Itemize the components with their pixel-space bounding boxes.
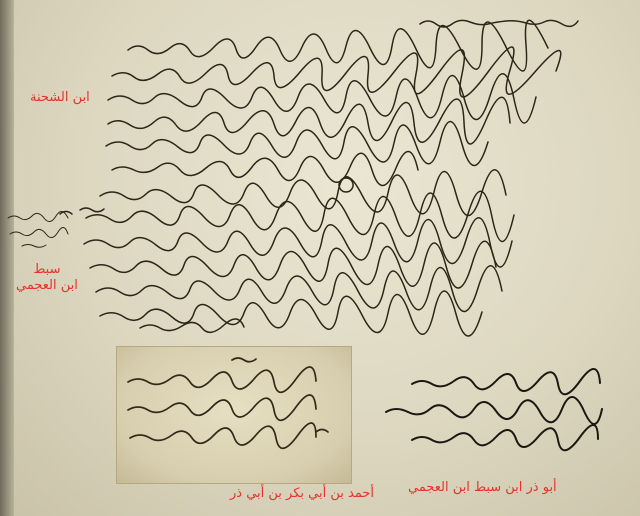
inset-handwriting — [116, 346, 352, 484]
label-ibn-shihna: ابن الشحنة — [30, 90, 90, 105]
signature-abu-dharr — [372, 368, 628, 468]
label-sibt-top: سبط — [33, 262, 61, 277]
signature-handwriting — [372, 368, 628, 468]
label-sibt-bottom: ابن العجمي — [16, 278, 78, 294]
label-sibt-ibn-ajami — [16, 262, 78, 295]
label-abu-dharr: أبو ذر ابن سبط ابن العجمي — [408, 480, 557, 495]
label-ahmad-ibn-abi-bakr: أحمد بن أبي بكر بن أبي ذر — [230, 486, 374, 501]
inset-manuscript-fragment — [116, 346, 352, 484]
